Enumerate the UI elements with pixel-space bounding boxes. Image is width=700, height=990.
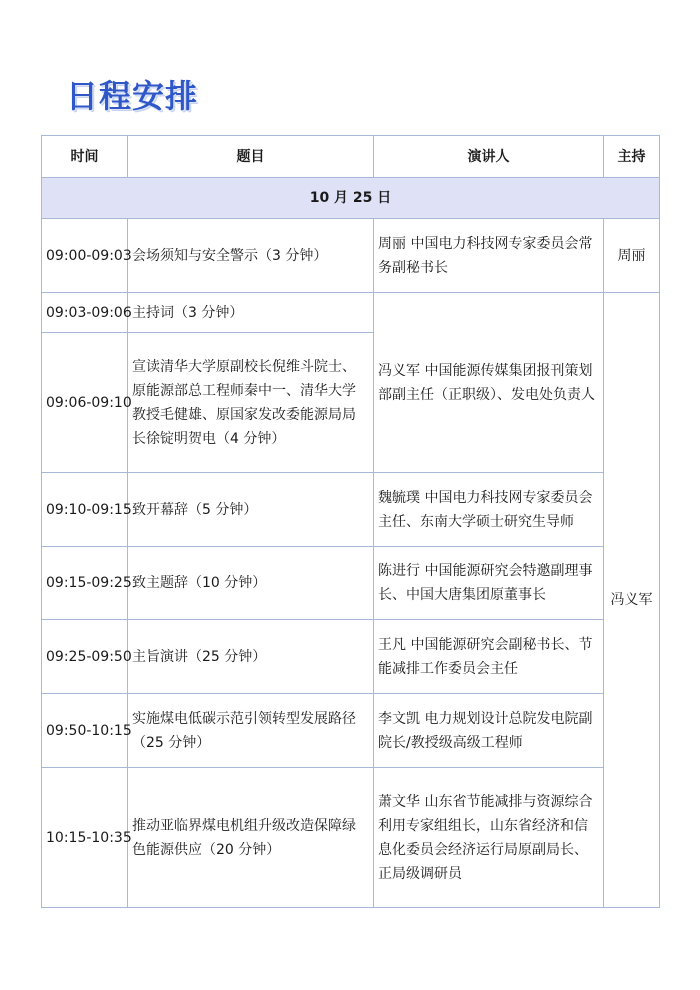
row-time: 09:03-09:06 [42, 293, 128, 333]
row-topic: 致开幕辞（5 分钟） [128, 473, 374, 547]
table-row [42, 620, 660, 694]
row-topic: 实施煤电低碳示范引领转型发展路径（25 分钟） [128, 694, 374, 768]
row-topic: 致主题辞（10 分钟） [128, 547, 374, 620]
row-time: 09:25-09:50 [42, 620, 128, 694]
row-topic: 主持词（3 分钟） [128, 293, 374, 333]
table-row [42, 219, 660, 293]
schedule-table [41, 135, 660, 908]
table-row [42, 768, 660, 908]
row-time: 09:50-10:15 [42, 694, 128, 768]
row-speaker: 周丽 中国电力科技网专家委员会常务副秘书长 [374, 219, 604, 293]
row-speaker: 萧文华 山东省节能减排与资源综合利用专家组组长，山东省经济和信息化委员会经济运行局原副局长、正局级调研员 [374, 768, 604, 908]
row-host: 冯义军 [604, 293, 660, 908]
row-host: 周丽 [604, 219, 660, 293]
row-topic: 宣读清华大学原副校长倪维斗院士、原能源部总工程师秦中一、清华大学教授毛健雄、原国家发改委能源局局长徐锭明贺电（4 分钟） [128, 333, 374, 473]
row-speaker: 王凡 中国能源研究会副秘书长、节能减排工作委员会主任 [374, 620, 604, 694]
header-host: 主持 [604, 136, 660, 178]
page-title: 日程安排 [66, 77, 199, 115]
day-label: 10 月 25 日 [42, 178, 660, 219]
table-row [42, 293, 660, 333]
header-topic: 题目 [128, 136, 374, 178]
row-time: 09:10-09:15 [42, 473, 128, 547]
header-time: 时间 [42, 136, 128, 178]
row-time: 09:15-09:25 [42, 547, 128, 620]
row-time: 09:00-09:03 [42, 219, 128, 293]
row-speaker: 李文凯 电力规划设计总院发电院副院长/教授级高级工程师 [374, 694, 604, 768]
row-speaker: 陈进行 中国能源研究会特邀副理事长、中国大唐集团原董事长 [374, 547, 604, 620]
table-row [42, 694, 660, 768]
header-row [42, 136, 660, 178]
day-row [42, 178, 660, 219]
header-speaker: 演讲人 [374, 136, 604, 178]
row-topic: 推动亚临界煤电机组升级改造保障绿色能源供应（20 分钟） [128, 768, 374, 908]
table-row [42, 473, 660, 547]
table-row [42, 547, 660, 620]
row-topic: 会场须知与安全警示（3 分钟） [128, 219, 374, 293]
row-speaker: 冯义军 中国能源传媒集团报刊策划部副主任（正职级）、发电处负责人 [374, 293, 604, 473]
row-time: 10:15-10:35 [42, 768, 128, 908]
row-topic: 主旨演讲（25 分钟） [128, 620, 374, 694]
row-time: 09:06-09:10 [42, 333, 128, 473]
row-speaker: 魏毓璞 中国电力科技网专家委员会主任、东南大学硕士研究生导师 [374, 473, 604, 547]
